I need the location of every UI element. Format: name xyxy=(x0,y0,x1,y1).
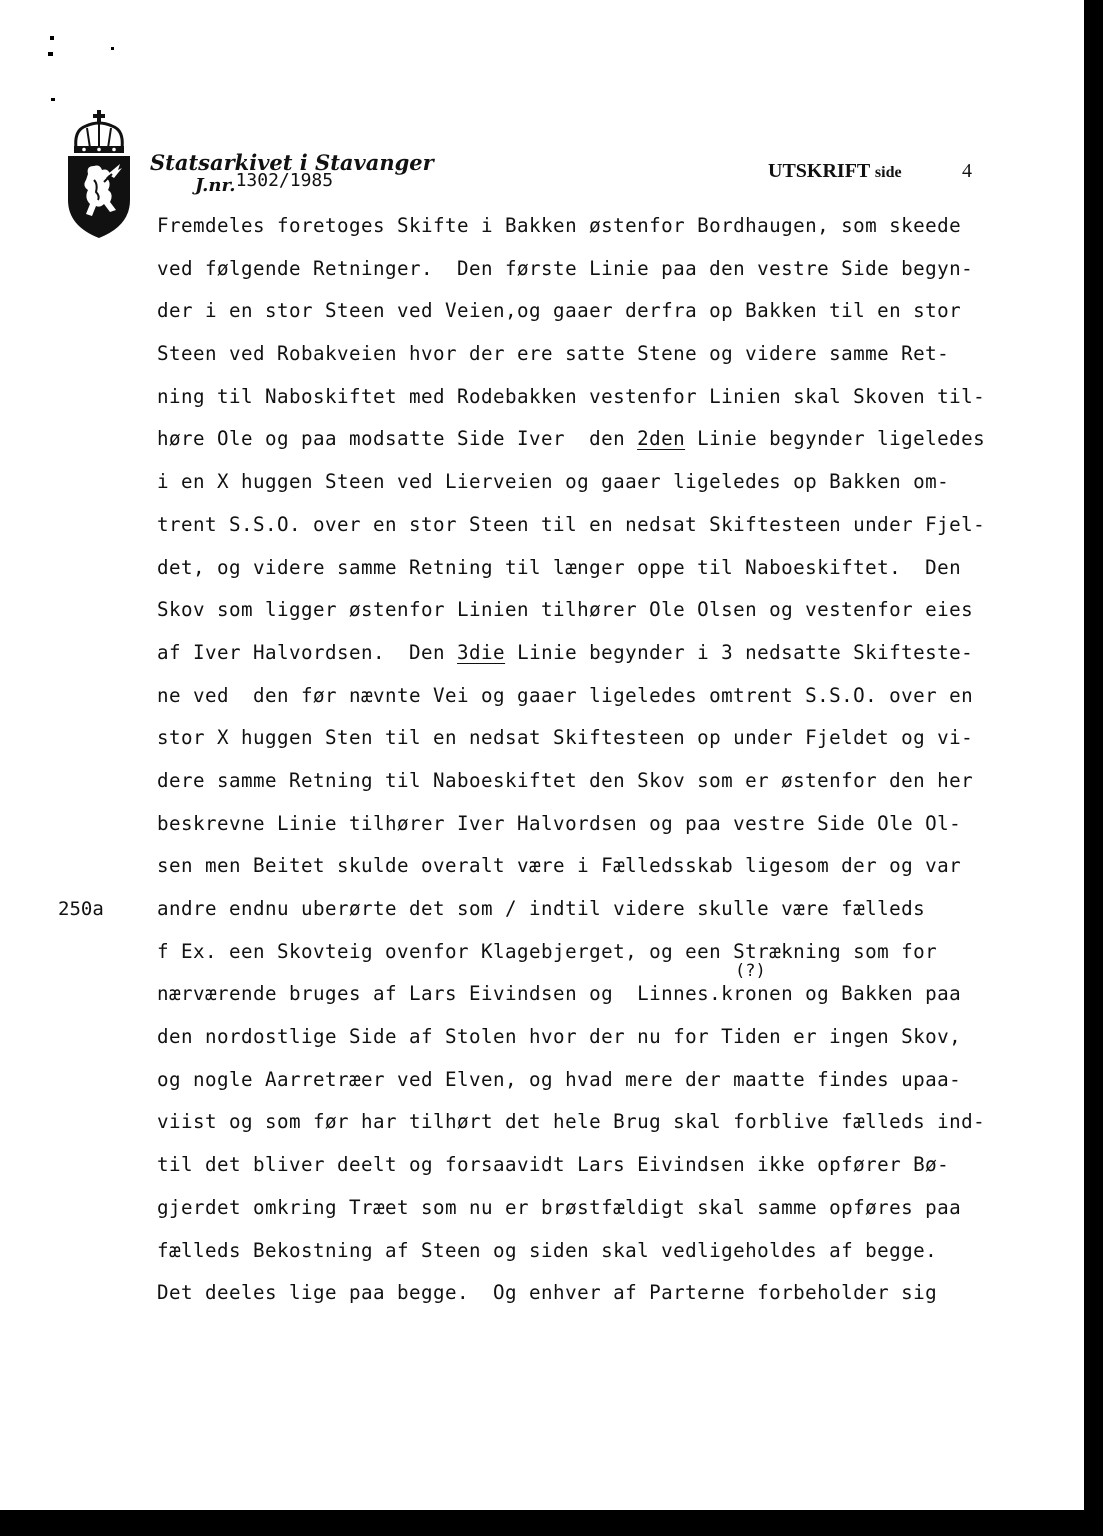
text-segment: høre Ole og paa modsatte Side Iver den xyxy=(157,427,638,451)
text-line xyxy=(157,809,1057,852)
text-line xyxy=(157,254,1057,297)
text-segment: fælleds Bekostning af Steen og siden skal vedligeholdes af begge. xyxy=(157,1238,938,1262)
journal-number xyxy=(195,170,334,196)
text-line xyxy=(157,894,1057,937)
text-segment: i en X huggen Steen ved Lierveien og gaaer ligeledes op Bakken om- xyxy=(157,470,950,494)
text-line xyxy=(157,1022,1057,1065)
text-line xyxy=(157,1150,1057,1193)
archive-name: Statsarkivet i Stavanger xyxy=(150,150,434,175)
coat-of-arms-icon xyxy=(64,108,134,240)
text-line xyxy=(157,851,1057,894)
text-segment: sen men Beitet skulde overalt være i Fælledsskab ligesom der og var xyxy=(157,854,962,878)
text-segment: Det deeles lige paa begge. Og enhver af Parterne forbeholder sig xyxy=(157,1281,938,1305)
text-line xyxy=(157,979,1057,1022)
text-line xyxy=(157,296,1057,339)
text-segment: viist og som før har tilhørt det hele Brug skal forblive fælleds ind- xyxy=(157,1110,986,1134)
journal-number-value: 1302/1985 xyxy=(235,170,334,191)
text-line xyxy=(157,467,1057,510)
text-line xyxy=(157,1193,1057,1236)
text-line xyxy=(157,681,1057,724)
margin-note: 250a xyxy=(58,898,104,920)
text-line xyxy=(157,937,1057,980)
text-segment: nærværende bruges af Lars Eivindsen og Linnes.kronen og Bakken paa xyxy=(157,982,962,1006)
text-segment: ved følgende Retninger. Den første Linie paa den vestre Side begyn- xyxy=(157,256,974,280)
text-line xyxy=(157,638,1057,681)
text-segment: Steen ved Robakveien hvor der ere satte Stene og videre samme Ret- xyxy=(157,342,950,366)
text-segment: stor X huggen Sten til en nedsat Skiftesteen op under Fjeldet og vi- xyxy=(157,726,974,750)
text-line xyxy=(157,211,1057,254)
transcript-word: UTSKRIFT xyxy=(768,160,870,182)
text-segment: af Iver Halvordsen. Den xyxy=(157,640,458,664)
text-line xyxy=(157,1065,1057,1108)
text-segment: andre endnu uberørte det som / indtil videre skulle være fælleds xyxy=(157,897,926,920)
text-segment: Fremdeles foretoges Skifte i Bakken østenfor Bordhaugen, som skeede xyxy=(157,214,962,237)
transcript-label xyxy=(768,160,902,183)
text-segment: f Ex. een Skovteig ovenfor Klagebjerget, og een Strækning som for xyxy=(157,939,938,963)
text-segment: ning til Naboskiftet med Rodebakken vestenfor Linien skal Skoven til- xyxy=(157,384,986,408)
text-segment: ne ved den før nævnte Vei og gaaer ligeledes omtrent S.S.O. over en xyxy=(157,683,974,707)
scan-mark xyxy=(50,36,54,40)
text-segment: Skov som ligger østenfor Linien tilhører Ole Olsen og vestenfor eies xyxy=(157,598,974,622)
text-line xyxy=(157,510,1057,553)
text-segment: og nogle Aarretræer ved Elven, og hvad mere der maatte findes upaa- xyxy=(157,1067,962,1091)
scan-mark xyxy=(51,98,55,101)
text-segment: der i en stor Steen ved Veien,og gaaer derfra op Bakken til en stor xyxy=(157,299,962,323)
underlined-word: 3die xyxy=(457,640,506,664)
text-segment: til det bliver deelt og forsaavidt Lars Eivindsen ikke opfører Bø- xyxy=(157,1153,950,1177)
scan-mark xyxy=(111,47,114,50)
page-number: 4 xyxy=(962,160,972,182)
text-line xyxy=(157,766,1057,809)
journal-number-label: J.nr. xyxy=(195,175,236,196)
text-line xyxy=(157,382,1057,425)
query-mark: (?) xyxy=(735,961,766,981)
text-line xyxy=(157,1236,1057,1279)
text-line xyxy=(157,1107,1057,1150)
underlined-word: 2den xyxy=(637,427,686,451)
text-segment: Linie begynder ligeledes xyxy=(685,427,986,451)
text-segment: trent S.S.O. over en stor Steen til en nedsat Skiftesteen under Fjel- xyxy=(157,512,986,536)
side-word: side xyxy=(874,164,902,181)
transcript-body xyxy=(157,211,1057,1321)
text-line xyxy=(157,553,1057,596)
text-segment: beskrevne Linie tilhører Iver Halvordsen og paa vestre Side Ole Ol- xyxy=(157,811,962,835)
text-line xyxy=(157,1278,1057,1321)
text-line xyxy=(157,424,1057,467)
text-segment: gjerdet omkring Træet som nu er brøstfældigt skal samme opføres paa xyxy=(157,1195,962,1219)
text-segment: Linie begynder i 3 nedsatte Skifteste- xyxy=(505,640,974,664)
text-segment: det, og videre samme Retning til længer oppe til Naboeskiftet. Den xyxy=(157,555,962,579)
text-line xyxy=(157,595,1057,638)
text-segment: den nordostlige Side af Stolen hvor der nu for Tiden er ingen Skov, xyxy=(157,1025,962,1049)
text-line xyxy=(157,339,1057,382)
text-segment: dere samme Retning til Naboeskiftet den Skov som er østenfor den her xyxy=(157,768,974,792)
text-line xyxy=(157,723,1057,766)
scan-mark xyxy=(48,52,53,56)
